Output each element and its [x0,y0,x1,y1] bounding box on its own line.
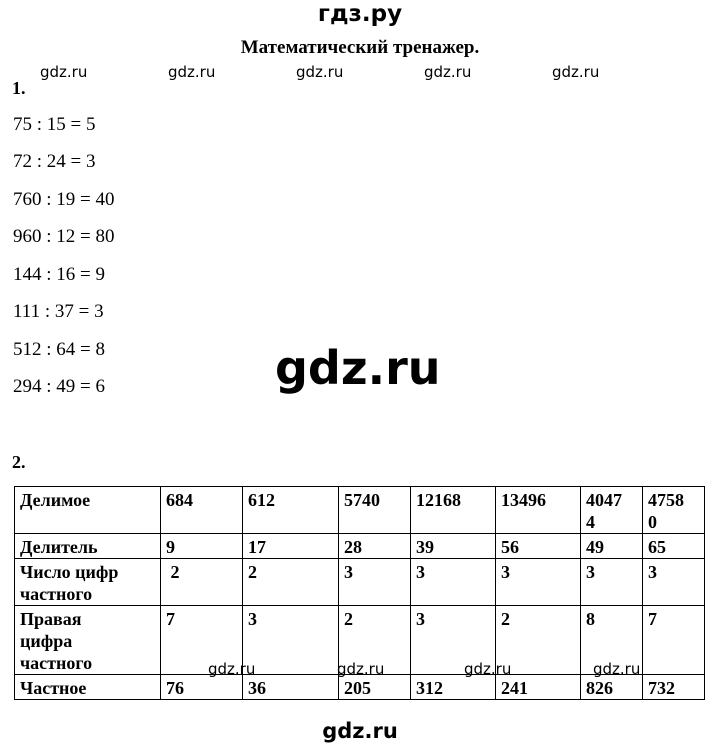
table-cell: 12168 [411,487,496,534]
watermark-large: gdz.ru [275,341,441,395]
table-cell: 2 [496,606,581,675]
table-cell: 612 [243,487,339,534]
table-cell: 28 [339,534,411,559]
watermark: gdz.ru [296,63,344,81]
row-header: Правая цифра частного [15,606,161,675]
table-cell: 3 [496,559,581,606]
table-cell: 36 [243,675,339,700]
table-cell: 65 [643,534,705,559]
table-row [15,675,705,700]
table-cell: 684 [161,487,243,534]
table-cell: 13496 [496,487,581,534]
table-cell: 2 [339,606,411,675]
row-header: Делимое [15,487,161,534]
table-cell: 732 [643,675,705,700]
watermark-footer: gdz.ru [322,719,398,743]
table-cell: 8 [581,606,643,675]
table-cell: 56 [496,534,581,559]
table-cell: 205 [339,675,411,700]
table-cell: 3 [643,559,705,606]
table-cell: 3 [581,559,643,606]
table-cell: 3 [411,559,496,606]
table-cell: 312 [411,675,496,700]
watermark: gdz.ru [168,63,216,81]
table-row [15,487,705,534]
equation: 75 : 15 = 5 [13,114,96,135]
watermark: gdz.ru [464,660,512,678]
table-cell: 39 [411,534,496,559]
equation: 760 : 19 = 40 [13,189,115,210]
watermark: gdz.ru [208,660,256,678]
equation: 111 : 37 = 3 [13,301,104,322]
table-cell: 17 [243,534,339,559]
watermark: gdz.ru [337,660,385,678]
table-cell: 76 [161,675,243,700]
watermark: gdz.ru [552,63,600,81]
watermark: gdz.ru [424,63,472,81]
table-cell: 9 [161,534,243,559]
row-header: Число цифр частного [15,559,161,606]
table-cell: 3 [411,606,496,675]
row-header: Частное [15,675,161,700]
table-cell: 7 [643,606,705,675]
table-cell: 7 [161,606,243,675]
table-cell: 49 [581,534,643,559]
equation: 72 : 24 = 3 [13,151,96,172]
row-header: Делитель [15,534,161,559]
table-row [15,534,705,559]
section-2-number: 2. [12,452,26,472]
table-row [15,559,705,606]
equation: 144 : 16 = 9 [13,264,105,285]
table-cell: 4047 4 [581,487,643,534]
table-cell: 241 [496,675,581,700]
equation: 294 : 49 = 6 [13,376,105,397]
table-cell: 5740 [339,487,411,534]
site-title: гдз.ру [317,1,403,27]
document-title: Математический тренажер. [240,37,480,58]
watermark: gdz.ru [593,660,641,678]
equation: 960 : 12 = 80 [13,226,115,247]
table-cell: 826 [581,675,643,700]
watermark: gdz.ru [40,63,88,81]
table-cell: 2 [243,559,339,606]
section-1-number: 1. [12,78,26,98]
table-cell: 2 [161,559,243,606]
table-cell: 3 [243,606,339,675]
equation: 512 : 64 = 8 [13,339,105,360]
table-cell: 4758 0 [643,487,705,534]
table-cell: 3 [339,559,411,606]
